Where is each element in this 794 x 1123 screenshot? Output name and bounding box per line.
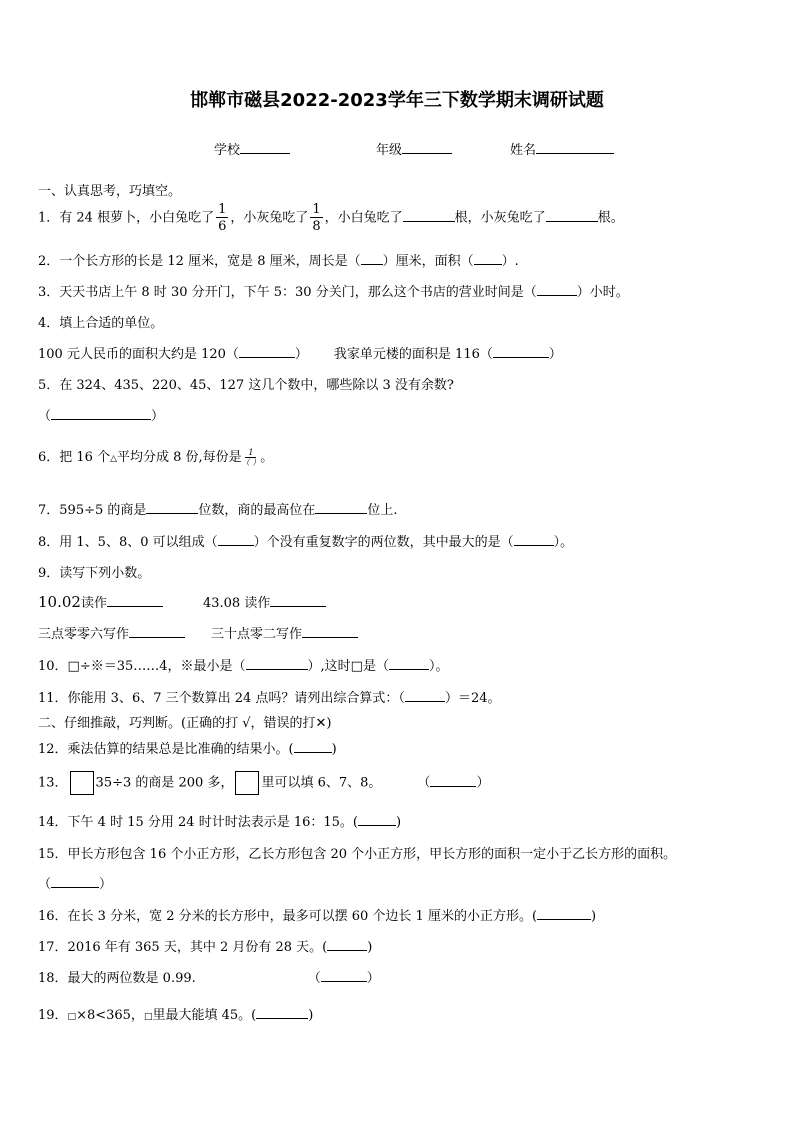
answer-box-2[interactable]	[235, 771, 259, 795]
fraction-one-eighth: $\frac{1}{8}$	[312, 202, 321, 234]
question-14: 14．下午 4 时 15 分用 24 时计时法表示是 16：15。( )	[38, 811, 401, 830]
question-17: 17．2016 年有 365 天，其中 2 月份有 28 天。( )	[38, 936, 372, 955]
q1-blank-2[interactable]	[546, 208, 598, 222]
question-4: 4．填上合适的单位。	[38, 316, 164, 331]
q11-blank[interactable]	[405, 688, 445, 702]
q19-blank[interactable]	[256, 1005, 308, 1019]
question-19: 19．□×8<365，□里最大能填 45。( )	[38, 1004, 313, 1023]
q8-blank-1[interactable]	[218, 532, 254, 546]
q10-blank-2[interactable]	[389, 656, 429, 670]
question-18: 18．最大的两位数是 0.99. （ ）	[38, 967, 380, 986]
q18-blank[interactable]	[321, 968, 367, 982]
page-title: 邯郸市磁县2022-2023学年三下数学期末调研试题	[190, 90, 604, 111]
question-12: 12．乘法估算的结果总是比准确的结果小。( )	[38, 738, 337, 757]
section-1-heading: 一、认真思考，巧填空。	[38, 184, 182, 199]
q4-blank-1[interactable]	[239, 344, 295, 358]
q3-blank[interactable]	[537, 282, 577, 296]
q10-blank-1[interactable]	[246, 656, 308, 670]
school-label: 学校	[214, 143, 241, 158]
q12-blank[interactable]	[294, 739, 332, 753]
q13-blank[interactable]	[430, 773, 476, 787]
triangle-icon: △	[110, 454, 117, 464]
question-6: 6．把 16 个△平均分成 8 份,每份是 1 （ ） 。	[38, 447, 274, 467]
question-1: 1．有 24 根萝卜，小白兔吃了 $\frac{1}{6}$ ，小灰兔吃了 $\frac{1}{8}$ ，小白兔吃了 根，小灰兔吃了 根。	[38, 202, 624, 234]
q1-blank-1[interactable]	[403, 208, 455, 222]
grade-label: 年级	[376, 143, 403, 158]
name-blank[interactable]	[536, 140, 614, 154]
q9-blank-2[interactable]	[270, 593, 326, 607]
answer-box[interactable]	[70, 771, 94, 795]
question-11: 11．你能用 3、6、7 三个数算出 24 点吗？请列出综合算式：（ ）＝24。	[38, 687, 500, 706]
square-icon: □	[67, 1012, 77, 1022]
section-2-heading: 二、仔细推敲，巧判断。(正确的打 √，错误的打✕)	[38, 716, 332, 731]
question-10: 10．□÷※＝35……4，※最小是（ ）,这时□是（ ）。	[38, 655, 448, 674]
question-15-answer: （ ）	[38, 873, 112, 892]
q16-blank[interactable]	[537, 906, 591, 920]
q9-blank-4[interactable]	[302, 624, 358, 638]
q14-blank[interactable]	[358, 812, 396, 826]
question-4-items: 100 元人民币的面积大约是 120（ ） 我家单元楼的面积是 116（ ）	[38, 343, 562, 362]
question-3: 3．天天书店上午 8 时 30 分开门，下午 5：30 分关门，那么这个书店的营业时间是（ ）小时。	[38, 281, 629, 300]
q7-blank-2[interactable]	[315, 500, 367, 514]
question-5-answer: （ ）	[38, 405, 164, 424]
question-5: 5．在 324、435、220、45、127 这几个数中，哪些除以 3 没有余数?	[38, 378, 454, 393]
q5-blank[interactable]	[51, 406, 151, 420]
grade-blank[interactable]	[402, 140, 452, 154]
fraction-one-over-blank[interactable]: 1 （ ）	[241, 447, 261, 467]
question-13: 13． 35÷3 的商是 200 多， 里可以填 6、7、8。 （ ）	[38, 771, 489, 795]
question-9-write: 三点零零六写作 三十点零二写作	[38, 623, 358, 642]
grade-field[interactable]	[376, 139, 452, 158]
name-label: 姓名	[510, 143, 537, 158]
q9-blank-3[interactable]	[129, 624, 185, 638]
name-field[interactable]	[510, 139, 614, 158]
school-blank[interactable]	[240, 140, 290, 154]
question-7: 7．595÷5 的商是 位数，商的最高位在 位上.	[38, 499, 398, 518]
q7-blank-1[interactable]	[146, 500, 198, 514]
q2-blank-1[interactable]	[361, 251, 383, 265]
fraction-one-sixth: $\frac{1}{6}$	[218, 202, 227, 234]
question-2: 2．一个长方形的长是 12 厘米，宽是 8 厘米，周长是（ ）厘米，面积（ ）.	[38, 250, 519, 269]
q15-blank[interactable]	[51, 874, 99, 888]
q9-blank-1[interactable]	[107, 593, 163, 607]
q17-blank[interactable]	[327, 937, 367, 951]
question-9-read: 10.02读作 43.08 读作	[38, 592, 326, 611]
question-16: 16．在长 3 分米，宽 2 分米的长方形中，最多可以摆 60 个边长 1 厘米的小正方形。( )	[38, 905, 596, 924]
q8-blank-2[interactable]	[514, 532, 554, 546]
question-15: 15．甲长方形包含 16 个小正方形，乙长方形包含 20 个小正方形，甲长方形的面积一定小于乙长方形的面积。	[38, 847, 677, 862]
question-8: 8．用 1、5、8、0 可以组成（ ）个没有重复数字的两位数，其中最大的是（ ）。	[38, 531, 573, 550]
q4-blank-2[interactable]	[493, 344, 549, 358]
school-field[interactable]	[214, 139, 290, 158]
square-icon-2: □	[143, 1012, 153, 1022]
q2-blank-2[interactable]	[474, 251, 502, 265]
question-9: 9．读写下列小数。	[38, 566, 151, 581]
